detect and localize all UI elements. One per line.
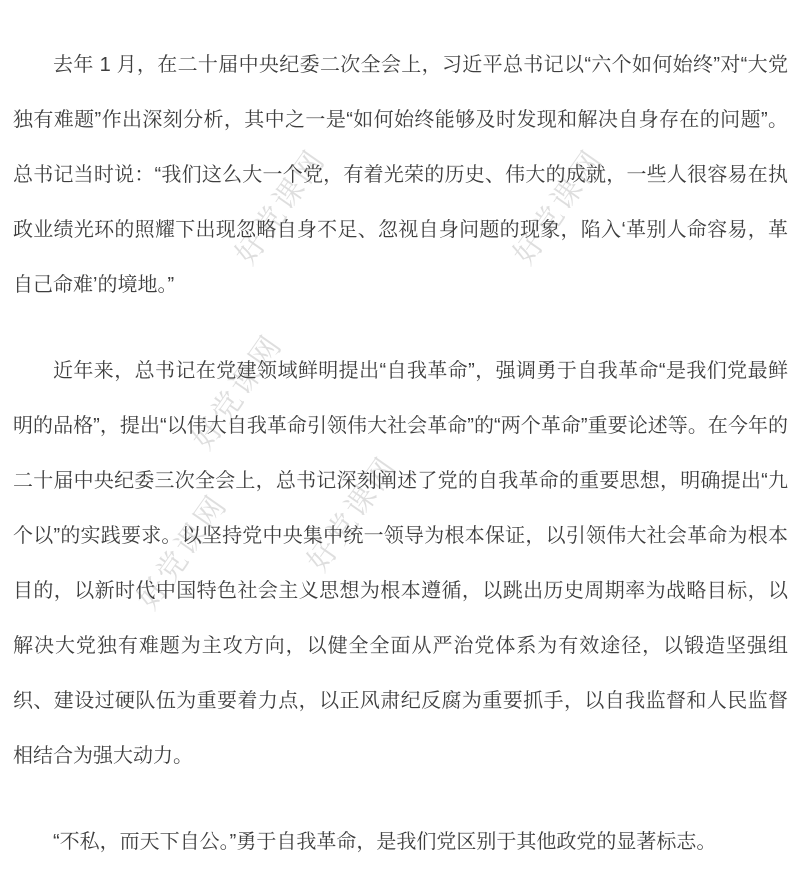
watermark-text: 好党课网	[301, 450, 405, 578]
paragraph-1: 去年 1 月，在二十届中央纪委二次全会上，习近平总书记以“六个如何始终”对“大党独有难题”作出深刻分析，其中之一是“如何始终能够及时发现和解决自身存在的问题”。总书记当时说：“我们这么大一个党，有着光荣的历史、伟大的成就，一些人很容易在执政业绩光环的照耀下出现忽略自身不足、忽视自身问题的现象，陷入‘革别人命容易，革自己命难’的境地。”	[13, 54, 788, 296]
paragraph-3: “不私，而天下自公。”勇于自我革命，是我们党区别于其他政党的显著标志。	[53, 831, 717, 853]
watermark-text: 好党课网	[507, 143, 611, 271]
paragraph-2: 近年来，总书记在党建领域鲜明提出“自我革命”，强调勇于自我革命“是我们党最鲜明的品格”，提出“以伟大自我革命引领伟大社会革命”的“两个革命”重要论述等。在今年的二十届中央纪委三次全会上，总书记深刻阐述了党的自我革命的重要思想，明确提出“九个以”的实践要求。以坚持党中央集中统一领导为根本保证，以引领伟大社会革命为根本目的，以新时代中国特色社会主义思想为根本遵循，以跳出历史周期率为战略目标，以解决大党独有难题为主攻方向，以健全全面从严治党体系为有效途径，以锻造坚强组织、建设过硬队伍为重要着力点，以正风肃纪反腐为重要抓手，以自我监督和人民监督相结合为强大动力。	[13, 360, 788, 767]
watermark-text: 好党课网	[131, 488, 235, 616]
watermark-text: 好党课网	[229, 143, 333, 271]
watermark-text: 好党课网	[186, 328, 290, 456]
